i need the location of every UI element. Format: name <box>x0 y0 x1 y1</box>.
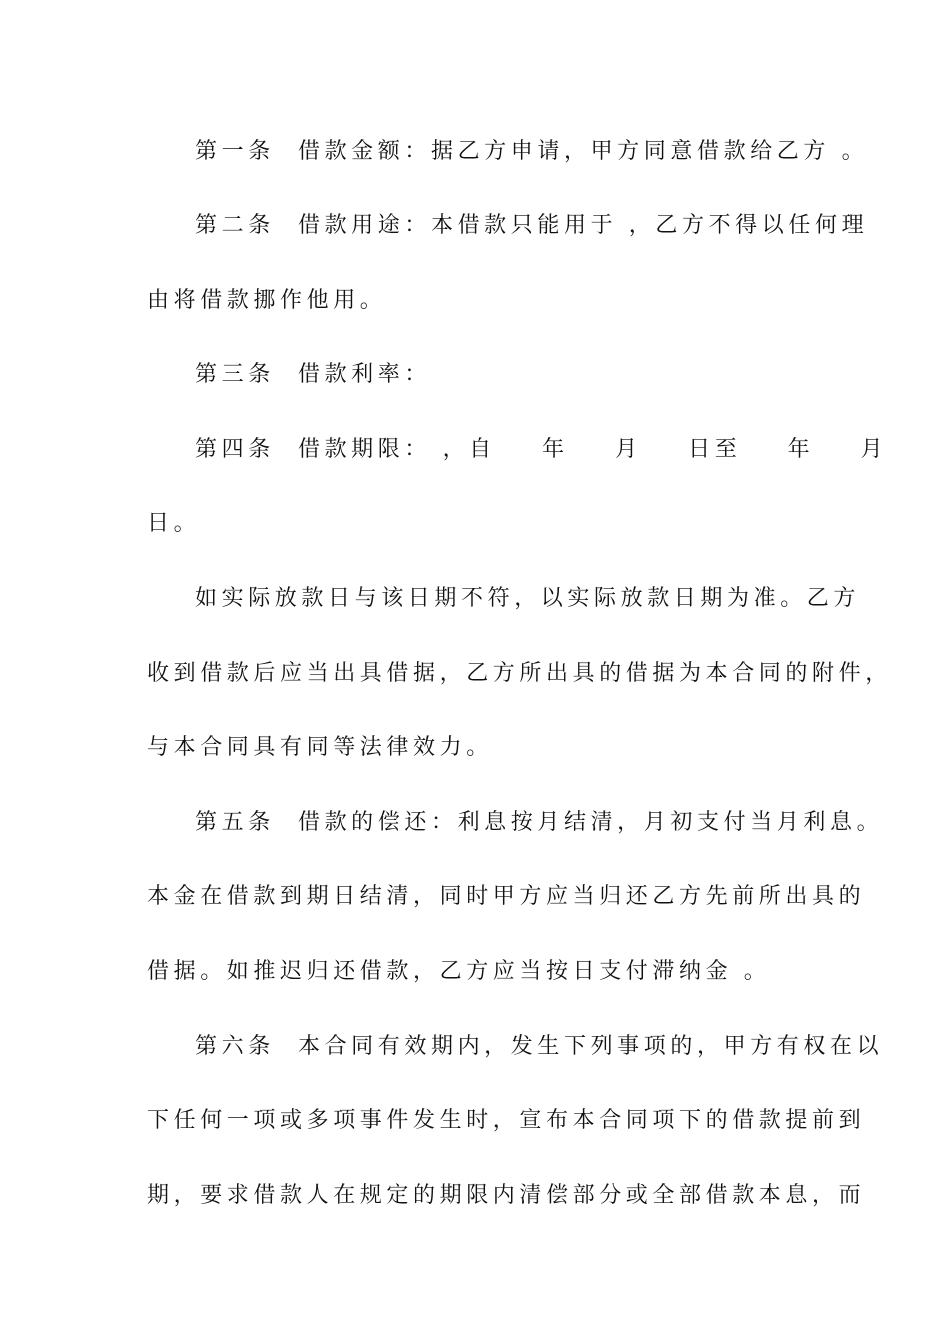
article-5-line-2: 本金在借款到期日结清，同时甲方应当归还乙方先前所出具的 <box>147 884 866 909</box>
paragraph-line-3: 与本合同具有同等法律效力。 <box>147 735 493 760</box>
article-3-line-1: 第三条 借款利率： <box>195 362 431 387</box>
article-4-line-2: 日。 <box>147 511 201 536</box>
article-4-line-1: 第四条 借款期限： ，自 年 月 日至 年 月 <box>195 437 888 462</box>
paragraph-line-2: 收到借款后应当出具借据，乙方所出具的借据为本合同的附件， <box>147 661 892 686</box>
article-6-line-2: 下任何一项或多项事件发生时，宣布本合同项下的借款提前到 <box>147 1108 866 1133</box>
article-5-line-1: 第五条 借款的偿还：利息按月结清，月初支付当月利息。 <box>195 810 884 835</box>
article-2-line-2: 由将借款挪作他用。 <box>147 288 387 313</box>
article-1-line-1: 第一条 借款金额：据乙方申请，甲方同意借款给乙方 。 <box>195 139 869 164</box>
paragraph-line-1: 如实际放款日与该日期不符，以实际放款日期为准。乙方 <box>195 586 861 611</box>
article-5-line-3: 借据。如推迟归还借款，乙方应当按日支付滞纳金 。 <box>147 959 771 984</box>
article-2-line-1: 第二条 借款用途：本借款只能用于 ，乙方不得以任何理 <box>195 213 869 238</box>
article-6-line-3: 期，要求借款人在规定的期限内清偿部分或全部借款本息，而 <box>147 1183 866 1208</box>
article-6-line-1: 第六条 本合同有效期内，发生下列事项的，甲方有权在以 <box>195 1034 884 1059</box>
